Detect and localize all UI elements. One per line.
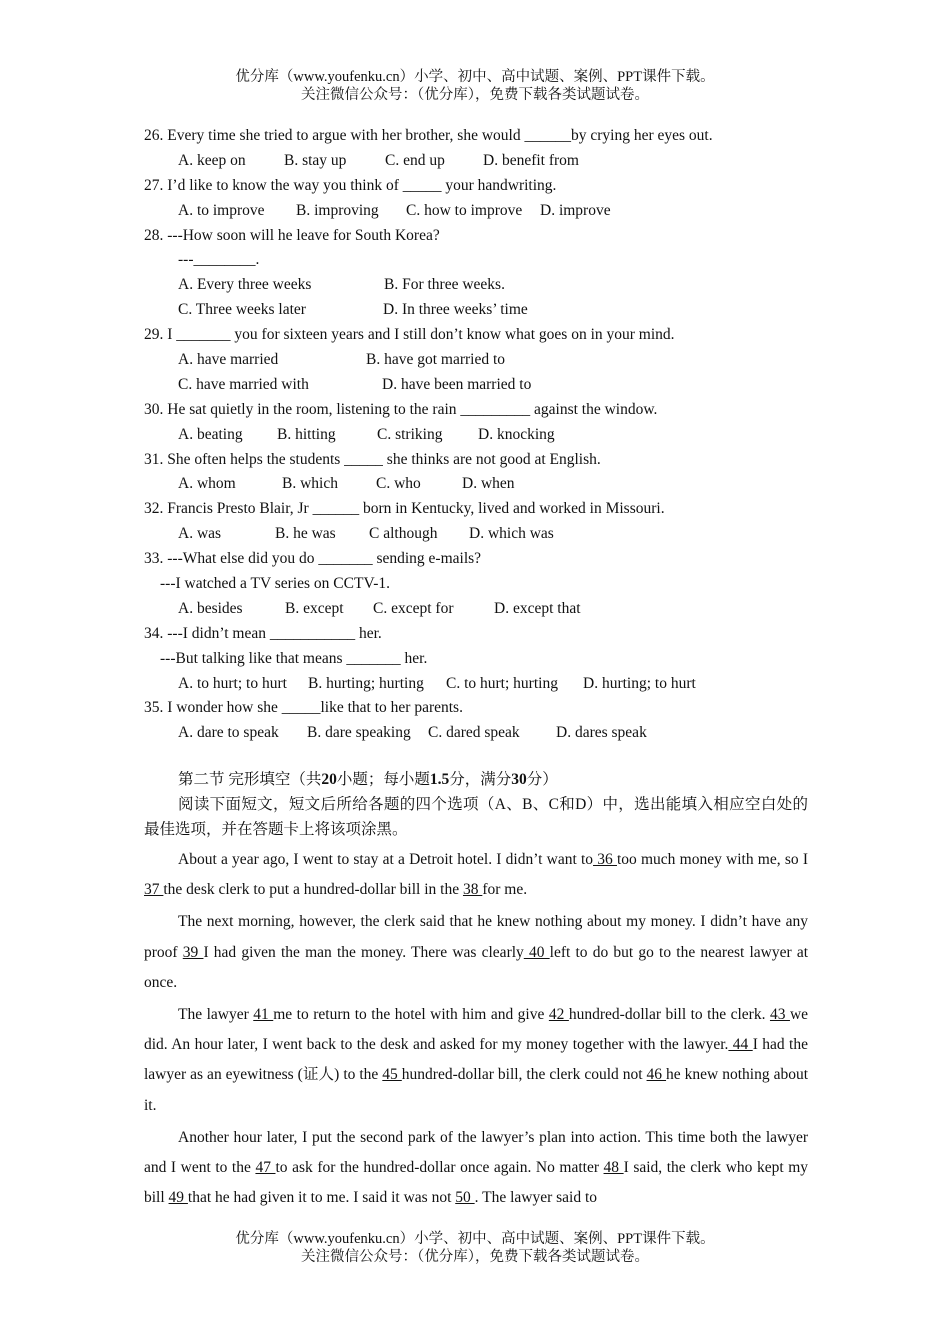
option-b: B. hurting; hurting (308, 674, 424, 692)
question-27-stem: 27. I’d like to know the way you think of _____ your handwriting. (144, 176, 557, 194)
header-line-1: 优分库（www.youfenku.cn）小学、初中、高中试题、案例、PPT课件下载。 (235, 69, 715, 85)
passage-text: we did. An hour later, I went back to the desk and asked for my money together with the lawyer. (144, 1005, 809, 1054)
page-header (0, 68, 950, 104)
section-heading-text: 分，满分 (449, 771, 512, 789)
option-d: D. when (462, 475, 515, 493)
option-b: B. For three weeks. (384, 276, 505, 294)
page-footer (0, 1230, 950, 1266)
option-a: A. whom (178, 475, 236, 493)
question-27-options (144, 199, 808, 224)
header-line-2: 关注微信公众号：（优分库），免费下载各类试题试卷。 (301, 87, 649, 103)
option-a: A. beating (178, 425, 243, 443)
passage-text: . The lawyer said to (474, 1189, 598, 1207)
blank-40: 40 (523, 943, 550, 961)
section-heading-text: 小题；每小题 (336, 771, 430, 789)
option-c: C. dared speak (428, 724, 520, 742)
option-b: B. which (282, 475, 338, 493)
question-28-options-cd (144, 298, 808, 323)
blank-48: 48 (603, 1159, 624, 1176)
question-33-stem: 33. ---What else did you do _______ sending e-mails? (144, 550, 482, 568)
blank-42: 42 (548, 1005, 569, 1023)
question-31-options (144, 472, 808, 497)
option-b: B. hitting (277, 425, 336, 443)
passage-text: Another hour later, I put the second park of the lawyer’s plan into action. This time both the lawyer and I went to the (144, 1128, 808, 1176)
passage-text: he knew nothing about it. (144, 1066, 809, 1114)
passage-paragraph-4 (144, 1123, 808, 1214)
option-a: A. have married (178, 351, 279, 369)
option-c: C although (369, 525, 438, 543)
passage-text: About a year ago, I went to stay at a Detroit hotel. I didn’t want to (178, 850, 594, 868)
option-c: C. except for (373, 599, 454, 617)
points-per-question: 1.5 (429, 771, 450, 789)
blank-46: 46 (646, 1066, 667, 1084)
passage-text: hundred-dollar bill to the clerk. (568, 1005, 770, 1023)
blank-37: 37 (144, 881, 164, 899)
blank-49: 49 (168, 1189, 188, 1207)
section-2-heading (144, 768, 808, 793)
option-a: A. keep on (178, 151, 246, 169)
option-d: D. benefit from (483, 151, 579, 169)
option-c: C. have married with (178, 375, 309, 393)
passage-text: hundred-dollar bill, the clerk could not (401, 1066, 647, 1084)
question-34-stem: 34. ---I didn’t mean ___________ her. (144, 624, 382, 642)
blank-47: 47 (255, 1159, 276, 1176)
option-a: A. dare to speak (178, 724, 279, 742)
option-c: C. how to improve (406, 201, 523, 219)
footer-line-2: 关注微信公众号：（优分库），免费下载各类试题试卷。 (301, 1249, 649, 1265)
option-c: C. end up (385, 151, 445, 169)
blank-44: 44 (728, 1036, 753, 1054)
question-35-stem: 35. I wonder how she _____like that to her parents. (144, 699, 463, 717)
option-a: A. to improve (178, 201, 265, 219)
question-28-options-ab (144, 273, 808, 298)
question-count: 20 (321, 771, 337, 789)
passage-text: me to return to the hotel with him and give (273, 1005, 549, 1023)
option-a: A. to hurt; to hurt (178, 674, 287, 692)
option-a: A. was (178, 525, 222, 543)
option-b: B. have got married to (366, 351, 506, 369)
option-d: D. have been married to (382, 375, 532, 393)
option-b: B. improving (296, 201, 379, 219)
footer-line-1: 优分库（www.youfenku.cn）小学、初中、高中试题、案例、PPT课件下载。 (235, 1231, 715, 1247)
passage-paragraph-3 (144, 1000, 808, 1121)
passage-paragraph-1 (144, 845, 808, 905)
question-26-stem: 26. Every time she tried to argue with her brother, she would ______by crying her eyes out. (144, 127, 713, 144)
blank-36: 36 (593, 850, 617, 868)
option-d: D. except that (494, 599, 581, 617)
blank-43: 43 (769, 1005, 790, 1023)
blank-38: 38 (462, 881, 483, 899)
question-34-options (144, 672, 808, 697)
question-28-reply: ---________. (178, 251, 260, 269)
option-d: D. dares speak (556, 724, 647, 742)
question-32-stem: 32. Francis Presto Blair, Jr ______ born in Kentucky, lived and worked in Missouri. (144, 500, 665, 518)
blank-39: 39 (182, 943, 204, 961)
question-28-stem: 28. ---How soon will he leave for South Korea? (144, 226, 440, 244)
blank-45: 45 (382, 1066, 402, 1084)
section-heading-text: 分） (526, 771, 558, 789)
question-29-options-ab (144, 348, 808, 373)
option-c: C. striking (377, 425, 443, 443)
question-34-reply: ---But talking like that means _______ her. (160, 649, 428, 667)
passage-text: too much money with me, so I (616, 850, 808, 868)
question-29-options-cd (144, 373, 808, 398)
option-b: B. he was (275, 525, 336, 543)
option-b: B. stay up (284, 151, 347, 169)
option-d: D. improve (540, 201, 611, 219)
option-c: C. who (376, 475, 421, 493)
section-2-instruction: 阅读下面短文，短文后所给各题的四个选项（A、B、C和D）中，选出能填入相应空白处的最佳选项，并在答题卡上将该项涂黑。 (144, 796, 808, 839)
question-30-stem: 30. He sat quietly in the room, listening to the rain _________ against the window. (144, 400, 658, 418)
total-points: 30 (511, 771, 527, 789)
question-26-options (144, 149, 808, 174)
passage-paragraph-2 (144, 907, 808, 998)
section-gap (144, 746, 808, 768)
exam-content (144, 124, 808, 1213)
passage-text: The lawyer (178, 1005, 254, 1023)
passage-text: the desk clerk to put a hundred-dollar bill in the (163, 881, 463, 899)
option-b: B. except (285, 599, 344, 617)
option-c: C. Three weeks later (178, 301, 306, 319)
option-c: C. to hurt; hurting (446, 674, 558, 692)
passage-text: to ask for the hundred-dollar once again. No matter (275, 1159, 604, 1176)
passage-text: I had the lawyer as an eyewitness (证人) to the (144, 1036, 808, 1084)
option-d: D. knocking (478, 425, 555, 443)
option-b: B. dare speaking (307, 724, 411, 742)
question-33-options (144, 597, 808, 622)
passage-text: left to do but go to the nearest lawyer at once. (144, 943, 809, 991)
passage-text: The next morning, however, the clerk said that he knew nothing about my money. I didn’t have any proof (144, 913, 808, 961)
question-31-stem: 31. She often helps the students _____ she thinks are not good at English. (144, 450, 601, 468)
option-d: D. hurting; to hurt (583, 674, 696, 692)
passage-text: I said, the clerk who kept my bill (144, 1159, 809, 1207)
option-a: A. besides (178, 599, 243, 617)
passage-text: for me. (482, 881, 528, 899)
passage-text: that he had given it to me. I said it was not (187, 1189, 456, 1207)
option-d: D. which was (469, 525, 554, 543)
option-d: D. In three weeks’ time (383, 301, 528, 319)
option-a: A. Every three weeks (178, 276, 312, 294)
blank-50: 50 (455, 1189, 475, 1207)
blank-41: 41 (253, 1005, 274, 1023)
question-30-options (144, 423, 808, 448)
question-32-options (144, 522, 808, 547)
section-heading-text: 第二节 完形填空（共 (178, 771, 322, 789)
question-29-stem: 29. I _______ you for sixteen years and I still don’t know what goes on in your mind. (144, 326, 675, 344)
question-35-options (144, 721, 808, 746)
passage-text: I had given the man the money. There was clearly (203, 943, 524, 961)
question-33-reply: ---I watched a TV series on CCTV-1. (160, 575, 391, 593)
